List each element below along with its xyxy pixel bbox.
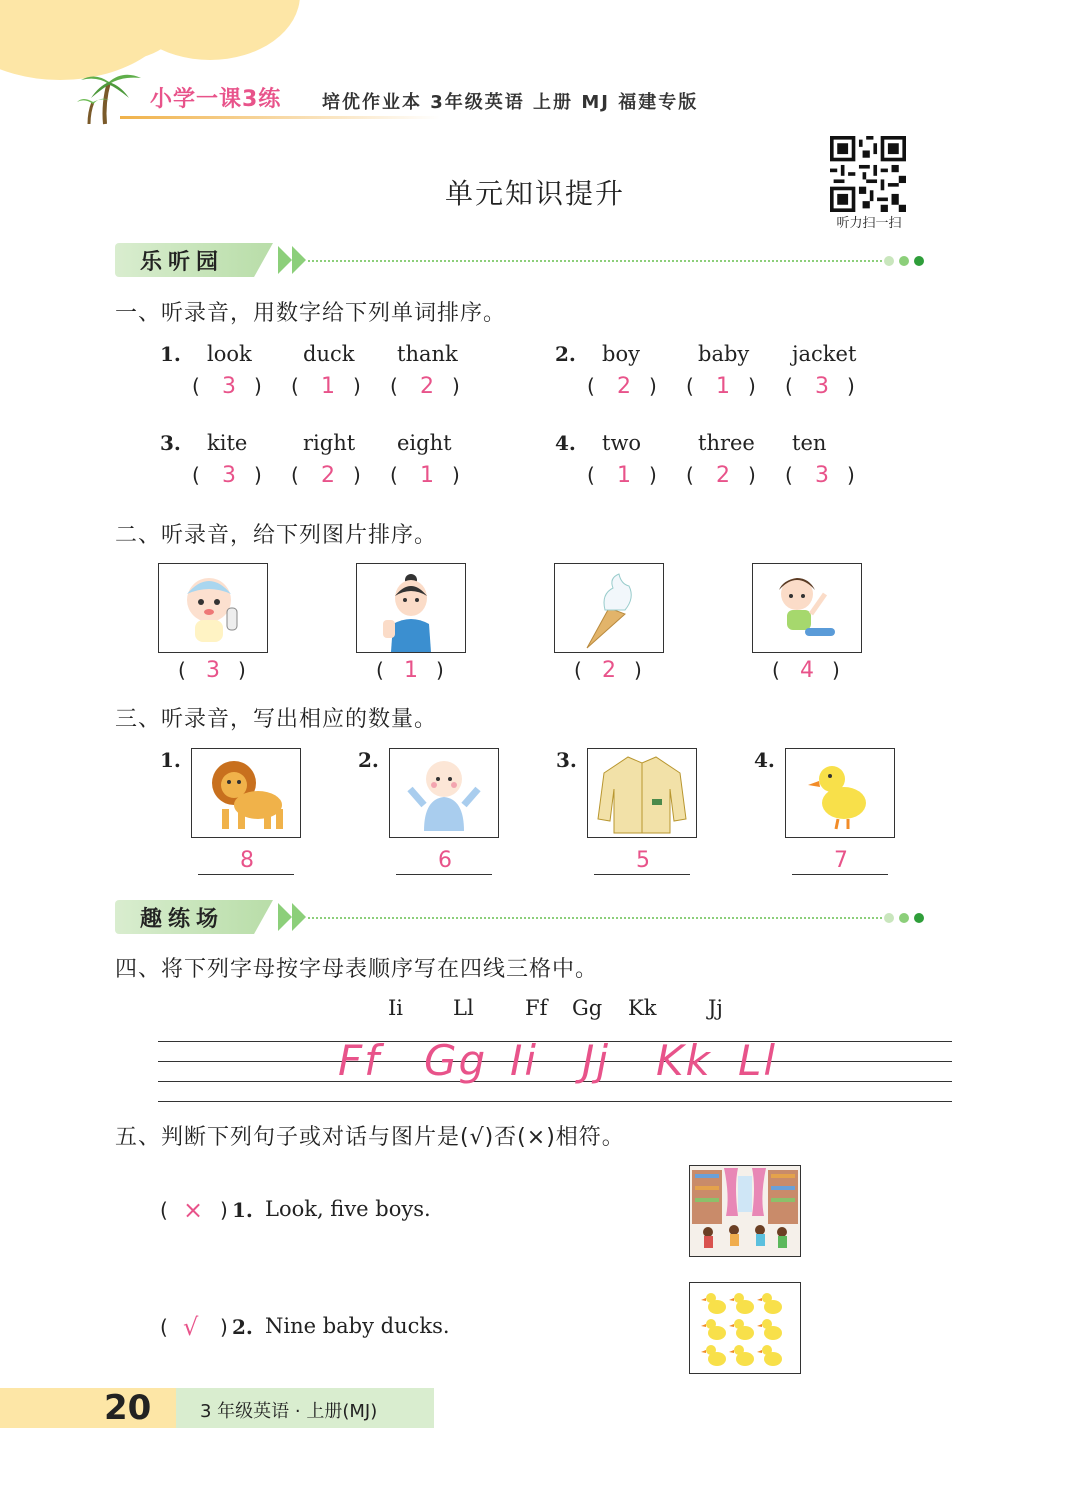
letter-answer-item: Ii xyxy=(510,1036,539,1085)
word-label: look xyxy=(207,342,252,366)
answer-paren-close: ) xyxy=(634,658,642,682)
section-tag-label-2: 趣练场 xyxy=(140,907,225,932)
item-number: 2. xyxy=(232,1315,253,1339)
answer-paren-open: ( xyxy=(291,463,299,487)
answer-value: 1 xyxy=(420,463,434,488)
picture-order-answer: 1 xyxy=(404,658,418,683)
sentence-text: Look, five boys. xyxy=(265,1197,431,1221)
judge-paren-close: ) xyxy=(220,1315,228,1339)
answer-value: 2 xyxy=(716,463,730,488)
answer-paren-open: ( xyxy=(587,463,595,487)
duck-head xyxy=(762,1345,772,1355)
quantity-answer: 7 xyxy=(834,848,848,873)
answer-paren-close: ) xyxy=(847,374,855,398)
answer-value: 3 xyxy=(815,374,829,399)
answer-paren-close: ) xyxy=(436,658,444,682)
answer-value: 2 xyxy=(321,463,335,488)
answer-value: 3 xyxy=(222,463,236,488)
item-number: 1. xyxy=(160,342,181,366)
page-title: 单元知识提升 xyxy=(444,177,625,210)
item-number: 4. xyxy=(555,431,576,455)
item-number: 2. xyxy=(358,748,379,772)
picture-order-answer: 3 xyxy=(206,658,220,683)
ducks-picture xyxy=(689,1282,801,1374)
answer-paren-close: ) xyxy=(238,658,246,682)
judge-paren-close: ) xyxy=(220,1198,228,1222)
baby-picture xyxy=(158,563,268,653)
book-info: 培优作业本 3年级英语 上册 MJ 福建专版 xyxy=(322,92,699,113)
answer-paren-open: ( xyxy=(390,463,398,487)
question-3-title: 三、听录音，写出相应的数量。 xyxy=(115,707,438,732)
question-1-title: 一、听录音，用数字给下列单词排序。 xyxy=(115,301,507,326)
answer-value: 2 xyxy=(420,374,434,399)
answer-paren-open: ( xyxy=(772,658,780,682)
answer-value: 1 xyxy=(617,463,631,488)
answer-paren-close: ) xyxy=(649,463,657,487)
answer-paren-open: ( xyxy=(686,463,694,487)
answer-paren-open: ( xyxy=(686,374,694,398)
baby-picture-2 xyxy=(389,748,499,838)
judge-mark: √ xyxy=(183,1313,199,1341)
item-number: 1. xyxy=(232,1198,253,1222)
item-number: 3. xyxy=(160,431,181,455)
word-label: duck xyxy=(303,342,355,366)
letter-item: Gg xyxy=(572,996,603,1020)
duck-beak xyxy=(729,1324,734,1327)
answer-paren-close: ) xyxy=(649,374,657,398)
answer-value: 3 xyxy=(222,374,236,399)
judge-mark: × xyxy=(183,1196,204,1224)
duck-picture xyxy=(785,748,895,838)
qr-code-icon[interactable] xyxy=(830,136,906,212)
letter-answer-item: Ff xyxy=(338,1036,381,1085)
letter-item: Ff xyxy=(525,996,548,1020)
quantity-answer: 6 xyxy=(438,848,452,873)
sentence-text: Nine baby ducks. xyxy=(265,1314,450,1338)
question-4-title: 四、将下列字母按字母表顺序写在四线三格中。 xyxy=(115,957,599,982)
picture-order-answer: 4 xyxy=(800,658,814,683)
duck-head xyxy=(734,1319,744,1329)
qr-caption: 听力扫一扫 xyxy=(836,216,902,231)
letter-item: Ll xyxy=(453,996,474,1020)
writing-line-3 xyxy=(158,1081,952,1082)
letter-answer-item: Kk xyxy=(656,1036,712,1085)
quantity-answer: 5 xyxy=(636,848,650,873)
quantity-answer: 8 xyxy=(240,848,254,873)
jacket-picture xyxy=(587,748,697,838)
writing-line-1 xyxy=(158,1041,952,1042)
answer-paren-close: ) xyxy=(847,463,855,487)
letter-answer-item: Jj xyxy=(582,1036,611,1085)
answer-value: 1 xyxy=(321,374,335,399)
answer-value: 3 xyxy=(815,463,829,488)
word-label: ten xyxy=(792,431,827,455)
item-number: 3. xyxy=(556,748,577,772)
letter-answer-item: Ll xyxy=(738,1036,778,1085)
woman-picture xyxy=(356,563,466,653)
duck-head xyxy=(706,1345,716,1355)
duck-head xyxy=(734,1293,744,1303)
answer-paren-close: ) xyxy=(353,374,361,398)
page-number: 20 xyxy=(104,1388,152,1428)
duck-beak xyxy=(729,1350,734,1353)
word-label: thank xyxy=(397,342,458,366)
writing-line-2 xyxy=(158,1061,952,1062)
ice-cream-picture xyxy=(554,563,664,653)
duck-beak xyxy=(701,1298,706,1301)
letter-answer-item: Gg xyxy=(424,1036,488,1085)
word-label: eight xyxy=(397,431,452,455)
brand-name: 小学一课3练 xyxy=(150,87,282,112)
header-underline xyxy=(120,116,440,119)
answer-paren-close: ) xyxy=(254,374,262,398)
judge-paren-open: ( xyxy=(160,1315,168,1339)
answer-paren-open: ( xyxy=(192,463,200,487)
answer-paren-close: ) xyxy=(748,463,756,487)
answer-paren-close: ) xyxy=(832,658,840,682)
question-2-title: 二、听录音，给下列图片排序。 xyxy=(115,523,438,548)
duck-head xyxy=(762,1293,772,1303)
letter-item: Kk xyxy=(628,996,657,1020)
duck-beak xyxy=(729,1298,734,1301)
word-label: boy xyxy=(602,342,640,366)
judge-paren-open: ( xyxy=(160,1198,168,1222)
footer-book-title: 3 年级英语 · 上册(MJ) xyxy=(200,1401,378,1422)
classroom-picture xyxy=(689,1165,801,1257)
answer-paren-open: ( xyxy=(192,374,200,398)
answer-paren-open: ( xyxy=(574,658,582,682)
question-5-title: 五、判断下列句子或对话与图片是(√)否(×)相符。 xyxy=(115,1125,625,1150)
duck-beak xyxy=(701,1350,706,1353)
duck-beak xyxy=(757,1298,762,1301)
letter-item: Jj xyxy=(708,996,723,1020)
section-tag-label: 乐听园 xyxy=(140,250,225,275)
item-number: 1. xyxy=(160,748,181,772)
writing-line-4 xyxy=(158,1101,952,1102)
word-label: right xyxy=(303,431,356,455)
answer-paren-open: ( xyxy=(291,374,299,398)
word-label: kite xyxy=(207,431,248,455)
answer-paren-close: ) xyxy=(254,463,262,487)
word-label: two xyxy=(602,431,642,455)
duck-head xyxy=(734,1345,744,1355)
word-label: baby xyxy=(698,342,750,366)
answer-paren-open: ( xyxy=(785,374,793,398)
duck-head xyxy=(762,1319,772,1329)
answer-paren-close: ) xyxy=(748,374,756,398)
answer-paren-open: ( xyxy=(178,658,186,682)
answer-paren-open: ( xyxy=(587,374,595,398)
answer-paren-open: ( xyxy=(376,658,384,682)
answer-value: 1 xyxy=(716,374,730,399)
duck-beak xyxy=(701,1324,706,1327)
word-label: jacket xyxy=(792,342,857,366)
item-number: 4. xyxy=(754,748,775,772)
answer-paren-open: ( xyxy=(390,374,398,398)
item-number: 2. xyxy=(555,342,576,366)
answer-paren-close: ) xyxy=(452,374,460,398)
boy-picture xyxy=(752,563,862,653)
lion-picture xyxy=(191,748,301,838)
letter-item: Ii xyxy=(388,996,404,1020)
answer-paren-close: ) xyxy=(353,463,361,487)
duck-head xyxy=(706,1293,716,1303)
answer-paren-close: ) xyxy=(452,463,460,487)
duck-beak xyxy=(757,1350,762,1353)
picture-order-answer: 2 xyxy=(602,658,616,683)
word-label: three xyxy=(698,431,755,455)
duck-head xyxy=(706,1319,716,1329)
answer-paren-open: ( xyxy=(785,463,793,487)
duck-beak xyxy=(757,1324,762,1327)
answer-value: 2 xyxy=(617,374,631,399)
